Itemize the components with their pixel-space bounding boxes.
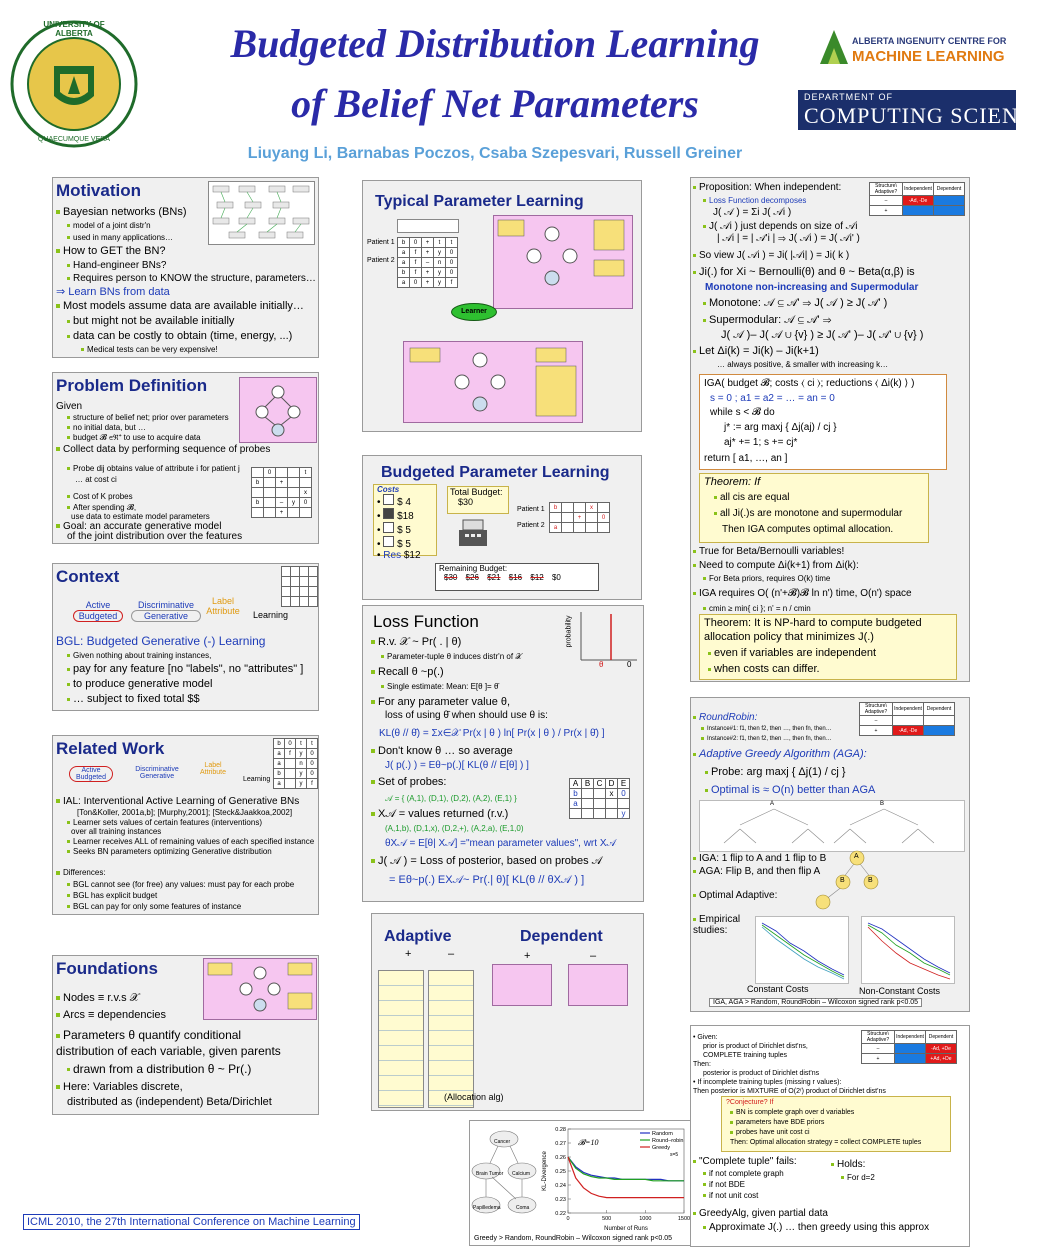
- problem-bn-figure: [239, 377, 317, 443]
- prop-mini-table: Structure\ Adaptive? Independent Dependent – -Ad, -De +: [869, 182, 965, 216]
- notes-line-4: cmin ≥ min{ ci }; n' = n / cmin: [709, 604, 811, 613]
- budgeted-patient1: Patient 1: [517, 506, 545, 513]
- cost-2: $ 5: [397, 525, 411, 536]
- dep-tail-4: Holds:: [837, 1159, 866, 1170]
- computing-science-logo: [798, 90, 1049, 130]
- dependent-plus: +: [524, 950, 531, 962]
- dependent-panel: [690, 1025, 970, 1247]
- related-line-2: Learner sets values of certain features (interventions): [73, 818, 262, 827]
- loss-line-6: KL(θ // θ̄) = Σx∈𝒳 Pr(x | θ ) ln[ Pr(x | θ ) / Pr(x | θ̄) ]: [379, 728, 605, 739]
- context-line-1: pay for any feature [no "labels", no "attributes" ]: [73, 663, 304, 675]
- dep-tail-6: GreedyAlg, given partial data: [699, 1208, 828, 1219]
- related-active-budgeted: [69, 766, 113, 782]
- loss-axis-x0: θ: [599, 660, 604, 669]
- loss-dirac-plot: [565, 610, 639, 670]
- budget-label: 𝓑=10: [578, 1138, 599, 1147]
- foundations-panel: [52, 955, 319, 1115]
- typical-bn-top: [493, 215, 633, 309]
- typical-icons: [397, 219, 459, 233]
- university-of-alberta-logo: [10, 14, 138, 154]
- problem-line-3: budget 𝓑 ∈ℜ⁺ to use to acquire data: [73, 433, 201, 442]
- bn-label-1: Brain Tumor: [476, 1171, 504, 1177]
- rr-line-2: Instance#2: f1, then f2, then …, then fn, then…: [707, 736, 832, 742]
- rr-line-1: Instance#1: f1, then f2, then …, then fn, then…: [707, 726, 832, 732]
- theorem1-line-3: Then IGA computes optimal allocation.: [722, 524, 894, 535]
- related-line-6: Differences:: [63, 868, 106, 877]
- notes-line-0: True for Beta/Bernoulli variables!: [699, 546, 845, 557]
- loss-line-8: J( p(.) ) = Eθ~p(.)[ KL(θ // E[θ] ) ]: [385, 760, 529, 771]
- authors: Liuyang Li, Barnabas Poczos, Csaba Szepesvari, Russell Greiner: [247, 145, 743, 162]
- dep-line-3: Then:: [693, 1061, 711, 1068]
- motivation-line-6: ⇒ Learn BNs from data: [56, 286, 170, 298]
- budgeted-table: b x + 0 a: [549, 502, 610, 533]
- conj-line-4: Then: Optimal allocation strategy = collect COMPLETE tuples: [730, 1139, 922, 1146]
- typical-bn-bottom: [403, 341, 583, 423]
- budgeted-panel: [362, 455, 642, 600]
- conj-line-1: BN is complete graph over d variables: [736, 1109, 855, 1116]
- adaptive-plus: +: [405, 948, 412, 960]
- optimal-adaptive-tree: [811, 850, 881, 910]
- foundations-bn-figure: [203, 958, 317, 1020]
- context-line-3: … subject to fixed total $$: [73, 693, 200, 705]
- related-line-1: [Ton&Koller, 2001a,b]; [Murphy,2001]; [Steck&Jaakkoa,2002]: [77, 808, 293, 817]
- cost-icon-2: [383, 522, 394, 533]
- dep-line-5: • If incomplete training tuples (missing r values):: [693, 1079, 842, 1086]
- motivation-line-4: Hand-engineer BNs?: [73, 260, 167, 271]
- context-line-2: to produce generative model: [73, 678, 213, 690]
- rr-line-0: RoundRobin:: [699, 712, 758, 723]
- nonconstant-costs-label: Non-Constant Costs: [859, 986, 941, 996]
- bn-label-3: Papilledema: [473, 1205, 501, 1211]
- context-line-0: Given nothing about training instances,: [73, 651, 212, 660]
- motivation-line-2: used in many applications…: [73, 233, 174, 242]
- context-bgl-line: BGL: Budgeted Generative (-) Learning: [56, 634, 266, 648]
- context-panel: [52, 563, 319, 711]
- y-tick-label: 0.28: [555, 1127, 566, 1133]
- theorem1-line-2: all Ji(.)s are monotone and supermodular: [720, 508, 903, 519]
- context-grid: [281, 566, 318, 607]
- related-panel: [52, 735, 319, 915]
- y-tick-label: 0.23: [555, 1197, 566, 1203]
- loss-line-11: X𝒜 = values returned (r.v.): [378, 808, 509, 820]
- cost-icon-3: [383, 536, 394, 547]
- problem-data-table: 0 t b + x b – y 0 +: [251, 467, 312, 518]
- related-line-5: Seeks BN parameters optimizing Generative distribution: [73, 847, 272, 856]
- bn-diagram: [472, 1125, 536, 1229]
- rr-caption: IGA, AGA > Random, RoundRobin – Wilcoxon signed rank p<0.05: [709, 998, 922, 1007]
- bayes-net-thumbnail: [208, 181, 315, 245]
- iga-line-3: j* := arg maxj { Δj(aj) / cj }: [724, 422, 837, 433]
- motivation-line-1: model of a joint distr'n: [73, 221, 151, 230]
- foundations-line-2: Parameters θ quantify conditional: [63, 1028, 242, 1042]
- y-tick-label: 0.22: [555, 1211, 566, 1217]
- loss-line-4: For any parameter value θ,: [378, 696, 511, 708]
- iga-box: [699, 374, 947, 470]
- alberta-ring-text: UNIVERSITY OF ALBERTA: [43, 20, 105, 38]
- theorem1-line-0: Theorem: If: [704, 476, 761, 488]
- loss-line-13: θX𝒜 = E[θ| X𝒜] ="mean parameter values", wrt X𝒜: [385, 838, 616, 849]
- constant-costs-label: Constant Costs: [747, 984, 809, 994]
- notes-line-2: For Beta priors, requires O(k) time: [709, 574, 831, 583]
- alberta-motto: QUAECUMQUE VERA: [38, 136, 110, 143]
- problem-line-11: of the joint distribution over the features: [67, 531, 243, 542]
- results-panel: [469, 1120, 692, 1246]
- loss-line-2: Recall θ ~p(.): [378, 666, 444, 678]
- iga-line-1: s = 0 ; a1 = a2 = … = an = 0: [710, 393, 835, 404]
- related-learning: Learning: [243, 776, 271, 783]
- adaptive-panel: [371, 913, 644, 1111]
- y-tick-label: 0.27: [555, 1141, 566, 1147]
- context-generative: Generative: [131, 610, 201, 622]
- legend-extra: s=5: [670, 1152, 679, 1158]
- dep-tail-2: if not BDE: [709, 1180, 746, 1189]
- dep-tail-1: if not complete graph: [709, 1169, 784, 1178]
- remaining-2: $21: [487, 573, 501, 582]
- x-tick-label: 1000: [639, 1216, 652, 1222]
- problem-line-8: After spending 𝓑,: [73, 503, 137, 512]
- poster-title-line2: of Belief Net Parameters: [291, 81, 699, 126]
- loss-abcde-table: A B C D E b x 0 a y: [569, 778, 630, 819]
- theorem1-line-1: all cis are equal: [720, 492, 790, 503]
- dep-tail-5: For d=2: [847, 1173, 875, 1182]
- dependent-bn-plus: [492, 964, 552, 1006]
- context-title: Context: [56, 567, 120, 586]
- y-tick-label: 0.24: [555, 1183, 566, 1189]
- bn-label-0: Cancer: [494, 1139, 511, 1145]
- motivation-line-5: Requires person to KNOW the structure, parameters…: [73, 273, 316, 284]
- related-line-7: BGL cannot see (for free) any values: must pay for each probe: [73, 880, 295, 889]
- cost-icon-0: [383, 494, 394, 505]
- constant-costs-plot: [755, 916, 849, 984]
- results-caption: Greedy > Random, RoundRobin – Wilcoxon signed rank p<0.05: [474, 1235, 673, 1242]
- context-discriminative: Discriminative: [137, 600, 194, 610]
- cs-line2: COMPUTING SCIENCE: [804, 103, 1049, 128]
- motivation-title: Motivation: [56, 181, 141, 200]
- dep-line-6: Then posterior is MIXTURE of O(2ʳ) product of Dirichlet dist'ns: [693, 1088, 886, 1095]
- iga-line-4: aj* += 1; s += cj*: [724, 437, 798, 448]
- related-line-9: BGL can pay for only some features of instance: [73, 902, 242, 911]
- dependent-bn-minus: [568, 964, 628, 1006]
- related-active: Active: [81, 767, 101, 774]
- adaptive-grid-col2: [428, 970, 474, 1108]
- rr-line-9: Empirical studies:: [693, 914, 741, 936]
- typical-data-table: b 0 + t t a f + y 0 a f – n 0 b f + y 0 a 0 + y f: [397, 237, 458, 288]
- related-budgeted: Budgeted: [76, 774, 106, 781]
- rr-line-3: Adaptive Greedy Algorithm (AGA):: [699, 748, 867, 760]
- res-label: Res: [383, 550, 402, 561]
- problem-line-9: use data to estimate model parameters: [71, 512, 210, 521]
- y-tick-label: 0.26: [555, 1155, 566, 1161]
- prop-line-0: Proposition: When independent:: [699, 182, 842, 193]
- prop-line-2: J( 𝒜 ) = Σi J( 𝒜i ): [713, 207, 792, 218]
- foundations-line-6: distributed as (independent) Beta/Dirichlet: [67, 1096, 272, 1108]
- remaining-5: $0: [551, 573, 561, 582]
- cost-3: $ 5: [397, 539, 411, 550]
- prop-line-5: So view J( 𝒜i ) = Ji( |𝒜i| ) = Ji( k ): [699, 250, 850, 261]
- iga-line-2: while s < 𝓑 do: [710, 407, 775, 418]
- prop-line-11: Let Δi(k) = Ji(k) – Ji(k+1): [699, 345, 819, 357]
- opt-tree-label-a: A: [854, 853, 859, 860]
- conj-line-0: ?Conjecture? If: [726, 1099, 774, 1106]
- conference-link[interactable]: ICML 2010, the 27th International Conference on Machine Learning: [23, 1214, 360, 1230]
- aicml-logo: [818, 26, 1018, 70]
- prop-line-7: Monotone non-increasing and Supermodular: [705, 282, 919, 293]
- remaining-4: $12: [530, 573, 544, 582]
- budgeted-patient2: Patient 2: [517, 522, 545, 529]
- dep-tail-7: Approximate J(.) … then greedy using this approx: [709, 1222, 930, 1233]
- loss-line-14: J( 𝒜 ) = Loss of posterior, based on probes 𝒜: [378, 855, 603, 867]
- legend-entry: Greedy: [652, 1145, 671, 1151]
- x-tick-label: 0: [566, 1216, 570, 1222]
- foundations-line-0: Nodes ≡ r.v.s 𝒳: [63, 992, 140, 1004]
- related-generative: Generative: [139, 773, 175, 780]
- roundrobin-panel: [690, 697, 970, 1012]
- problem-line-2: no initial data, but …: [73, 423, 146, 432]
- remaining-1: $26: [465, 573, 479, 582]
- loss-line-3: Single estimate: Mean: E[θ ]= θ̄: [387, 682, 499, 691]
- motivation-line-10: Medical tests can be very expensive!: [87, 345, 218, 354]
- dep-tail-0: "Complete tuple" fails:: [699, 1156, 797, 1167]
- opt-tree-label-b2: B: [868, 877, 873, 884]
- dep-tail-3: if not unit cost: [709, 1191, 759, 1200]
- related-discriminative: Discriminative: [135, 766, 179, 773]
- typical-panel: [362, 180, 642, 432]
- typical-title: Typical Parameter Learning: [375, 193, 584, 210]
- kl-chart: [540, 1123, 690, 1233]
- prop-line-8: Monotone: 𝒜 ⊆ 𝒜' ⇒ J( 𝒜 ) ≥ J( 𝒜' ): [709, 297, 888, 309]
- problem-line-7: Cost of K probes: [73, 492, 133, 501]
- related-line-3: over all training instances: [71, 827, 162, 836]
- theorem2-line-3: when costs can differ.: [714, 663, 820, 675]
- related-line-4: Learner receives ALL of remaining values of each specified instance: [73, 837, 315, 846]
- poster-title-line1: Budgeted Distribution Learning: [230, 21, 760, 66]
- aga-tree-figure: [699, 800, 965, 852]
- x-axis-label: Number of Runs: [604, 1226, 648, 1232]
- loss-line-12: (A,1,b), (D,1,x), (D,2,+), (A,2,a), (E,1,0): [385, 824, 524, 833]
- problem-line-5: Probe dij obtains value of attribute i for patient j: [73, 464, 240, 473]
- rr-line-4: Probe: arg maxj { Δj(1) / cj }: [711, 766, 846, 778]
- context-budgeted: Budgeted: [73, 610, 123, 622]
- legend-entry: Round–robin: [652, 1138, 684, 1144]
- typical-patient1: Patient 1: [367, 239, 395, 246]
- prop-line-4: | 𝒜i | = | 𝒜'i | ⇒ J( 𝒜i ) = J( 𝒜i' ): [717, 233, 860, 244]
- cost-1: $18: [397, 511, 414, 522]
- conjecture-box: [721, 1096, 951, 1152]
- cs-line1: DEPARTMENT OF: [804, 92, 894, 102]
- foundations-title: Foundations: [56, 959, 158, 978]
- rr-line-7: AGA: Flip B, and then flip A: [699, 866, 821, 877]
- theorem2-line-0: Theorem: It is NP-hard to compute budgeted: [704, 617, 922, 629]
- adaptive-title: Adaptive: [384, 928, 452, 945]
- y-tick-label: 0.25: [555, 1169, 566, 1175]
- prop-line-9: Supermodular: 𝒜 ⊆ 𝒜' ⇒: [709, 314, 832, 326]
- y-axis-label: KL-Divergence: [542, 1151, 548, 1191]
- rr-mini-table: Structure\ Adaptive? Independent Dependent – + -Ad, -De: [859, 702, 955, 736]
- dep-line-2: COMPLETE training tuples: [703, 1052, 788, 1059]
- problem-panel: [52, 372, 319, 544]
- theorem2-line-1: allocation policy that minimizes J(.): [704, 631, 874, 643]
- total-budget-box: [447, 486, 509, 514]
- cost-icon-1: [383, 508, 394, 519]
- context-discriminative-generative: [131, 600, 201, 628]
- loss-title: Loss Function: [373, 612, 479, 631]
- related-line-8: BGL has explicit budget: [73, 891, 158, 900]
- prop-panel: [690, 177, 970, 682]
- typical-patient2: Patient 2: [367, 257, 395, 264]
- dep-line-1: prior is product of Dirichlet dist'ns,: [703, 1043, 808, 1050]
- problem-title: Problem Definition: [56, 376, 208, 395]
- loss-line-7: Don't know θ … so average: [378, 745, 513, 757]
- allocation-label: (Allocation alg): [444, 1092, 504, 1102]
- loss-panel: [362, 605, 644, 902]
- remaining-budget-box: [435, 563, 599, 591]
- related-title: Related Work: [56, 739, 165, 758]
- opt-tree-label-b1: B: [840, 877, 845, 884]
- foundations-line-5: Here: Variables discrete,: [63, 1081, 183, 1093]
- remaining-label: Remaining Budget:: [439, 564, 508, 573]
- total-budget-label: Total Budget:: [450, 487, 503, 497]
- related-line-0: IAL: Interventional Active Learning of Generative BNs: [63, 796, 300, 807]
- learner-label: Learner: [461, 308, 487, 315]
- motivation-line-8: but might not be available initially: [73, 315, 235, 327]
- bn-label-2: Calcium: [512, 1171, 531, 1177]
- budgeted-title: Budgeted Parameter Learning: [381, 464, 610, 481]
- problem-line-10: Goal: an accurate generative model: [63, 521, 222, 532]
- motivation-panel: [52, 177, 319, 358]
- loss-line-10: 𝒜 = { (A,1), (D,1), (D,2), (A,2), (E,1) }: [385, 794, 517, 803]
- prop-line-12: … always positive, & smaller with increasing k…: [717, 360, 889, 369]
- theorem2-box: [699, 614, 957, 680]
- adaptive-grid-col1: [378, 970, 424, 1108]
- total-budget-value: $30: [458, 497, 474, 507]
- cost-4: $12: [403, 550, 421, 561]
- problem-line-1: structure of belief net; prior over parameters: [73, 413, 229, 422]
- x-tick-label: 1500: [677, 1216, 691, 1222]
- motivation-line-0: Bayesian networks (BNs): [63, 206, 187, 218]
- prop-line-3: J( 𝒜i ) just depends on size of 𝒜i: [709, 221, 858, 232]
- aicml-line2: MACHINE LEARNING: [852, 48, 1005, 65]
- aicml-line1: ALBERTA INGENUITY CENTRE FOR: [852, 36, 1007, 46]
- motivation-line-7: Most models assume data are available initially…: [63, 300, 304, 312]
- notes-line-1: Need to compute Δi(k+1) from Δi(k):: [699, 560, 859, 571]
- loss-axis-y: probability: [565, 615, 573, 648]
- motivation-line-3: How to GET the BN?: [63, 245, 166, 257]
- x-tick-label: 500: [602, 1216, 612, 1222]
- context-active: Active: [85, 600, 111, 610]
- iga-line-0: IGA( budget 𝓑; costs ⟨ ci ⟩; reductions ⟨ Δi(k) ⟩ ): [704, 378, 915, 389]
- loss-line-15: = Eθ~p(.) EX𝒜~ Pr(.| θ)[ KL(θ // θX𝒜 ) ]: [389, 874, 585, 886]
- problem-line-0: Given: [56, 401, 83, 412]
- conj-line-2: parameters have BDE priors: [736, 1119, 825, 1126]
- nonconstant-costs-plot: [861, 916, 955, 984]
- context-active-budgeted: [73, 600, 123, 628]
- aga-tree-label-a: A: [770, 801, 775, 807]
- motivation-line-9: data can be costly to obtain (time, energy, ...): [73, 330, 293, 342]
- foundations-line-3: distribution of each variable, given parents: [56, 1044, 281, 1058]
- related-label-attribute: Label Attribute: [199, 762, 227, 776]
- legend-entry: Random: [652, 1131, 673, 1137]
- rr-line-5: Optimal is ≈ O(n) better than AGA: [711, 784, 876, 796]
- loss-line-1: Parameter-tuple θ induces distr'n of 𝒳: [387, 652, 523, 661]
- remaining-0: $30: [444, 573, 458, 582]
- cost-0: $ 4: [397, 497, 411, 508]
- dependent-title: Dependent: [520, 928, 603, 945]
- context-learning: Learning: [253, 610, 289, 620]
- bn-label-4: Coma: [516, 1205, 530, 1211]
- foundations-line-1: Arcs ≡ dependencies: [63, 1009, 167, 1021]
- foundations-line-4: drawn from a distribution θ ~ Pr(.): [73, 1062, 252, 1076]
- related-grid: b 0 t t a f y 0 a n 0 b y 0 a y f: [273, 738, 318, 789]
- theorem1-box: [699, 473, 929, 543]
- aga-tree-label-b: B: [880, 801, 885, 807]
- rr-line-6: IGA: 1 flip to A and 1 flip to B: [699, 853, 827, 864]
- remaining-3: $16: [508, 573, 523, 582]
- loss-axis-x1: 0: [627, 660, 632, 669]
- costs-box: Costs • $ 4 • $18 • $ 5 • $ 5 • Res $12: [373, 484, 437, 556]
- iga-line-5: return [ a1, …, an ]: [704, 453, 788, 464]
- related-discriminative-generative: [125, 766, 189, 780]
- costs-label: Costs: [377, 485, 400, 494]
- context-label-attribute: Label Attribute: [206, 596, 240, 616]
- dep-mini-table: Structure\ Adaptive? Independent Dependent – -Ad, +De + +Ad, +De: [861, 1030, 957, 1064]
- adaptive-minus: –: [448, 948, 455, 960]
- loss-line-9: Set of probes:: [378, 776, 447, 788]
- dep-line-0: • Given:: [693, 1034, 718, 1041]
- dependent-minus: –: [590, 950, 597, 962]
- prop-line-1: Loss Function decomposes: [709, 196, 807, 205]
- learner-node: [451, 303, 497, 321]
- rr-line-8: Optimal Adaptive:: [699, 890, 778, 901]
- problem-line-4: Collect data by performing sequence of probes: [63, 444, 271, 455]
- loss-line-5: loss of using θ̄ when should use θ is:: [385, 710, 548, 721]
- notes-line-3: IGA requires O( (n'+𝓑)𝓑 ln n') time, O(n') space: [699, 588, 912, 599]
- cash-register-icon: [455, 518, 491, 548]
- conj-line-3: probes have unit cost ci: [736, 1129, 810, 1136]
- loss-line-0: R.v. 𝒳 ~ Pr( . | θ): [378, 636, 462, 648]
- theorem2-line-2: even if variables are independent: [714, 647, 877, 659]
- prop-line-10: J( 𝒜 )– J( 𝒜 ∪ {v} ) ≥ J( 𝒜' )– J( 𝒜' ∪ {v} ): [721, 329, 924, 341]
- dep-line-4: posterior is product of Dirichlet dist'ns: [703, 1070, 820, 1077]
- problem-line-6: … at cost ci: [75, 475, 117, 484]
- prop-line-6: Ji(.) for Xi ~ Bernoulli(θ) and θ ~ Beta(α,β) is: [699, 266, 915, 278]
